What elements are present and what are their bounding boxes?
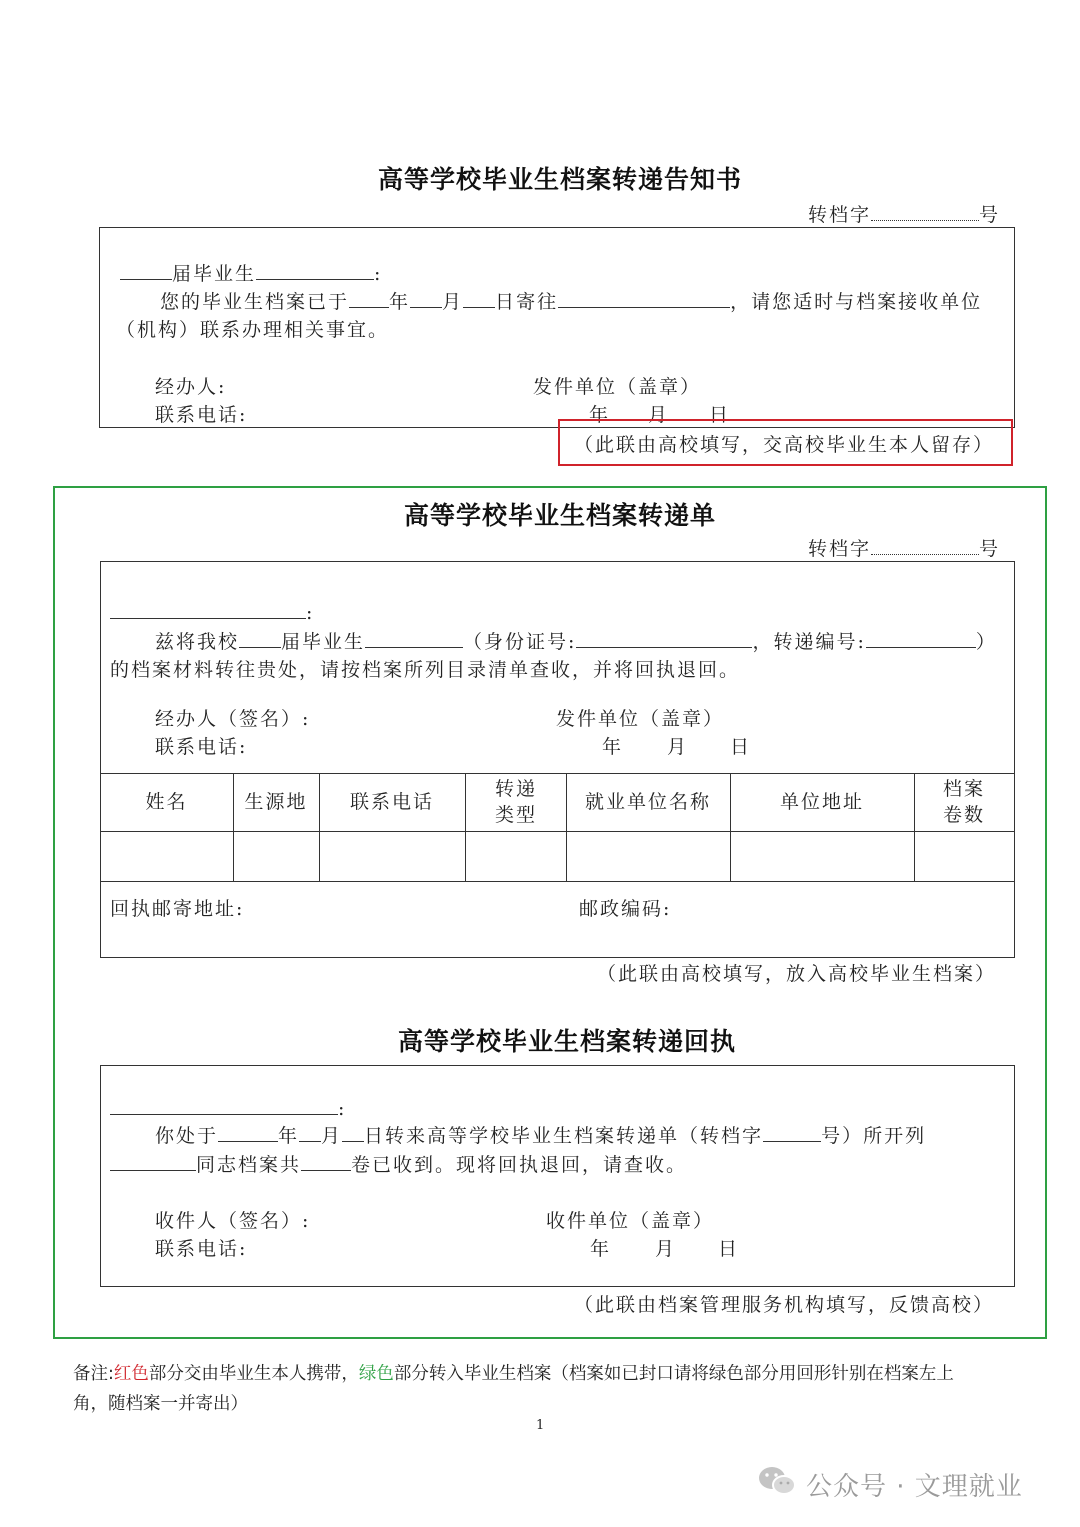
notice-line-3: （机构）联系办理相关事宜。 (116, 319, 390, 341)
table-header-origin: 生源地 (244, 791, 308, 813)
receipt-title: 高等学校毕业生档案转递回执 (398, 1027, 737, 1056)
return-address-label: 回执邮寄地址: (110, 898, 245, 920)
receipt-phone-label: 联系电话: (155, 1238, 248, 1260)
transfer-ref-number: 转档字 号 (808, 538, 1001, 560)
table-header-file-count: 档案卷数 (943, 778, 986, 826)
notice-line-2: 您的毕业生档案已于 年 月 日寄往 ，请您适时与档案接收单位 (160, 291, 983, 313)
table-header-employer: 就业单位名称 (584, 791, 711, 813)
receipt-receiver-label: 收件人（签名）: (155, 1210, 311, 1232)
transfer-title: 高等学校毕业生档案转递单 (404, 501, 717, 530)
transfer-note: （此联由高校填写，放入高校毕业生档案） (597, 963, 997, 985)
table-col-divider (465, 773, 466, 881)
notice-phone-label: 联系电话: (155, 404, 248, 426)
page-number: 1 (536, 1418, 545, 1433)
remark-red-word: 红色 (113, 1364, 149, 1384)
watermark-text: 公众号 · 文理就业 (806, 1472, 1023, 1502)
receipt-line-2: 你处于 年 月 日转来高等学校毕业生档案转递单（转档字 号）所开列 (155, 1125, 927, 1147)
notice-date: 年 月 日 (589, 404, 731, 426)
receipt-line-3: 同志档案共 卷已收到。现将回执退回，请查收。 (110, 1150, 687, 1177)
receipt-line-1: : (110, 1096, 346, 1120)
notice-title: 高等学校毕业生档案转递告知书 (378, 165, 743, 194)
receipt-note: （此联由档案管理服务机构填写，反馈高校） (574, 1294, 995, 1316)
receipt-date: 年 月 日 (590, 1238, 740, 1260)
table-header-phone: 联系电话 (349, 791, 434, 813)
notice-note: （此联由高校填写，交高校毕业生本人留存） (574, 434, 995, 456)
wechat-icon (757, 1464, 797, 1498)
table-bottom-line (100, 881, 1015, 882)
remark-line-1: 备注:红色部分交由毕业生本人携带，绿色部分转入毕业生档案（档案如已封口请将绿色部分用回形针别在档案左上 (73, 1364, 954, 1384)
notice-handler-label: 经办人: (155, 376, 227, 398)
postcode-label: 邮政编码: (579, 898, 672, 920)
table-col-divider (914, 773, 915, 881)
transfer-handler-label: 经办人（签名）: (155, 708, 311, 730)
transfer-line-1: : (110, 600, 314, 624)
receipt-unit-label: 收件单位（盖章） (546, 1210, 715, 1232)
table-header-bottom-line (100, 831, 1015, 832)
transfer-line-3: 的档案材料转往贵处，请按档案所列目录清单查收，并将回执退回。 (110, 659, 741, 681)
table-header-transfer-type: 转递类型 (495, 778, 538, 826)
transfer-date: 年 月 日 (602, 736, 752, 758)
remark-green-word: 绿色 (358, 1364, 394, 1384)
table-header-name: 姓名 (145, 791, 188, 813)
transfer-sender-label: 发件单位（盖章） (556, 708, 725, 730)
transfer-line-2: 兹将我校 届毕业生 （身份证号: ，转递编号: ） (155, 631, 997, 653)
table-top-line (100, 773, 1015, 774)
table-header-address: 单位地址 (779, 791, 864, 813)
notice-ref-number: 转档字 号 (808, 204, 1001, 226)
transfer-phone-label: 联系电话: (155, 736, 248, 758)
notice-line-1: 届毕业生 : (120, 259, 382, 286)
notice-sender-label: 发件单位（盖章） (533, 376, 702, 398)
remark-line-2: 角，随档案一并寄出） (73, 1394, 248, 1414)
